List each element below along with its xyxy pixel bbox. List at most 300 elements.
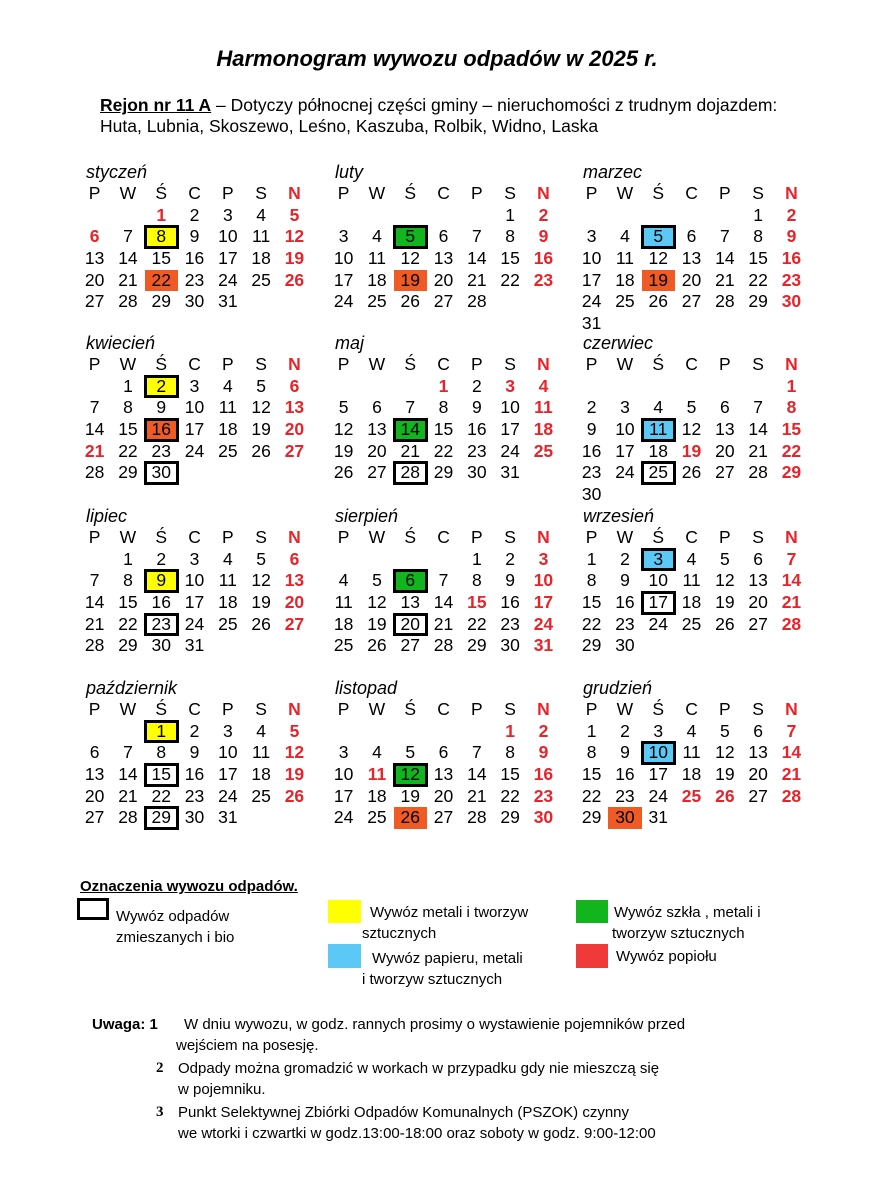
day-cell: 9	[471, 397, 482, 418]
day-cell: 27	[84, 807, 105, 828]
day-cell: 14	[467, 248, 487, 269]
day-cell: 2	[505, 548, 515, 569]
day-cell: 11	[642, 419, 675, 441]
day-cell: 20	[748, 592, 768, 613]
day-cell: 3	[505, 375, 515, 396]
day-cell: 6	[753, 548, 763, 569]
day-cell: 4	[620, 226, 630, 247]
day-cell: 25	[218, 440, 238, 461]
empty-cell	[78, 549, 111, 571]
day-cell: 11	[218, 570, 237, 591]
legend-swatch-mixed	[77, 898, 109, 920]
weekday-header: P	[221, 354, 234, 374]
month-name: sierpień	[335, 506, 399, 526]
empty-cell	[708, 205, 741, 227]
day-cell: 25	[642, 462, 675, 484]
day-cell: 24	[581, 291, 602, 312]
day-cell: 6	[89, 226, 100, 247]
weekday-header: N	[537, 354, 550, 374]
legend-title: Oznaczenia wywozu odpadów.	[80, 878, 298, 895]
day-cell: 1	[753, 204, 763, 225]
day-cell: 12	[367, 592, 387, 613]
weekday-header: P	[88, 699, 101, 719]
weekday-header: N	[288, 699, 301, 719]
day-cell: 3	[222, 204, 233, 225]
month-5	[327, 333, 563, 484]
weekday-header: N	[288, 527, 301, 547]
month-name: maj	[335, 333, 365, 353]
day-cell: 2	[189, 720, 200, 741]
day-cell: 25	[251, 269, 271, 290]
day-cell: 10	[333, 248, 354, 269]
day-cell: 16	[615, 764, 635, 785]
weekday-header: P	[221, 183, 234, 203]
day-cell: 17	[333, 785, 354, 806]
day-cell: 28	[433, 635, 454, 656]
month-grid	[327, 183, 563, 313]
day-cell: 4	[686, 548, 697, 569]
day-cell: 18	[648, 440, 668, 461]
empty-cell	[394, 205, 427, 227]
note-number: Uwaga: 1	[92, 1016, 158, 1033]
day-cell: 29	[781, 462, 802, 483]
notes	[92, 1014, 792, 1146]
day-cell: 5	[642, 226, 675, 248]
day-cell: 1	[505, 720, 515, 741]
weekday-header: S	[504, 354, 516, 374]
empty-cell	[111, 205, 144, 227]
day-cell: 28	[748, 462, 768, 483]
day-cell: 9	[189, 742, 200, 763]
day-cell: 21	[400, 440, 420, 461]
day-cell: 14	[118, 248, 138, 269]
month-grid	[327, 699, 563, 829]
day-cell: 31	[500, 462, 520, 483]
day-cell: 16	[615, 592, 635, 613]
empty-cell	[427, 721, 460, 743]
day-cell: 30	[500, 635, 520, 656]
day-cell: 25	[218, 613, 238, 634]
weekday-header: W	[368, 699, 386, 719]
day-cell: 16	[184, 764, 205, 785]
day-cell: 8	[145, 226, 178, 248]
day-cell: 24	[500, 440, 520, 461]
day-cell: 20	[367, 440, 387, 461]
day-cell: 24	[333, 291, 354, 312]
day-cell: 5	[256, 375, 266, 396]
day-cell: 29	[145, 807, 178, 829]
day-cell: 29	[748, 291, 768, 312]
day-cell: 22	[748, 269, 768, 290]
region-subtitle	[100, 95, 820, 137]
legend-label-ash: Wywóz popiołu	[616, 948, 717, 965]
month-12	[575, 678, 811, 829]
note-1: Uwaga: 1 W dniu wywozu, w godz. rannych prosimy o wystawienie pojemników przed wejściem na posesję.	[92, 1016, 686, 1054]
day-cell: 8	[471, 570, 482, 591]
day-cell: 19	[715, 764, 735, 785]
weekday-header: S	[752, 354, 764, 374]
day-cell: 17	[184, 592, 205, 613]
day-cell: 12	[284, 742, 305, 763]
day-cell: 21	[84, 440, 105, 461]
empty-cell	[427, 549, 460, 571]
legend-swatch-metal	[328, 900, 361, 923]
day-cell: 1	[786, 375, 797, 396]
day-cell: 18	[681, 764, 702, 785]
day-cell: 27	[400, 635, 420, 656]
day-cell: 2	[189, 204, 200, 225]
day-cell: 12	[251, 397, 271, 418]
day-cell: 31	[218, 807, 238, 828]
weekday-header: W	[119, 527, 137, 547]
day-cell: 5	[338, 397, 349, 418]
month-name: czerwiec	[583, 333, 654, 353]
legend-swatch-paper	[328, 944, 361, 968]
day-cell: 21	[781, 764, 802, 785]
day-cell: 22	[581, 785, 602, 806]
weekday-header: W	[616, 354, 634, 374]
weekday-header: S	[752, 527, 764, 547]
day-cell: 28	[781, 613, 802, 634]
empty-cell	[327, 376, 360, 398]
empty-cell	[327, 721, 360, 743]
day-cell: 26	[681, 462, 702, 483]
day-cell: 22	[581, 613, 602, 634]
weekday-header: C	[188, 527, 201, 547]
day-cell: 27	[681, 291, 702, 312]
month-11	[327, 678, 563, 829]
day-cell: 6	[438, 226, 449, 247]
day-cell: 17	[642, 592, 675, 614]
day-cell: 11	[334, 592, 353, 613]
day-cell: 10	[642, 742, 675, 764]
month-grid	[575, 354, 811, 506]
month-grid	[78, 354, 314, 484]
day-cell: 3	[653, 720, 664, 741]
day-cell: 14	[118, 764, 138, 785]
day-cell: 8	[505, 742, 515, 763]
day-cell: 11	[615, 248, 635, 269]
day-cell: 9	[505, 570, 515, 591]
day-cell: 5	[405, 742, 416, 763]
day-cell: 3	[222, 720, 233, 741]
day-cell: 7	[753, 397, 763, 418]
day-cell: 4	[538, 375, 549, 396]
day-cell: 24	[648, 613, 668, 634]
empty-cell	[360, 721, 393, 743]
day-cell: 6	[753, 720, 763, 741]
day-cell: 11	[252, 742, 271, 763]
note-number: 2	[156, 1060, 164, 1076]
day-cell: 4	[256, 720, 266, 741]
weekday-header: P	[221, 527, 234, 547]
day-cell: 20	[84, 269, 105, 290]
day-cell: 23	[467, 440, 487, 461]
day-cell: 16	[184, 248, 205, 269]
day-cell: 20	[284, 592, 305, 613]
day-cell: 26	[333, 462, 354, 483]
day-cell: 5	[686, 397, 697, 418]
day-cell: 8	[123, 570, 133, 591]
day-cell: 22	[467, 613, 487, 634]
day-cell: 22	[433, 440, 454, 461]
day-cell: 20	[681, 269, 702, 290]
weekday-header: S	[255, 527, 267, 547]
weekday-header: P	[718, 699, 731, 719]
day-cell: 6	[719, 397, 730, 418]
day-cell: 22	[500, 269, 520, 290]
day-cell: 18	[367, 785, 387, 806]
day-cell: 10	[648, 570, 668, 591]
day-cell: 31	[581, 313, 602, 334]
weekday-header: P	[470, 699, 483, 719]
day-cell: 6	[438, 742, 449, 763]
day-cell: 16	[151, 592, 171, 613]
day-cell: 7	[89, 397, 100, 418]
day-cell: 5	[394, 226, 427, 248]
note-2: 2 Odpady można gromadzić w workach w przypadku gdy nie mieszczą się w pojemniku.	[156, 1060, 660, 1098]
day-cell: 11	[252, 226, 271, 247]
day-cell: 10	[500, 397, 520, 418]
day-cell: 25	[333, 635, 354, 656]
day-cell: 16	[500, 592, 520, 613]
weekday-header: Ś	[652, 527, 665, 547]
day-cell: 21	[118, 269, 138, 290]
day-cell: 10	[218, 226, 238, 247]
day-cell: 24	[648, 785, 668, 806]
weekday-header: N	[288, 183, 301, 203]
day-cell: 15	[118, 419, 138, 440]
month-6	[575, 333, 811, 506]
day-cell: 4	[372, 226, 382, 247]
weekday-header: W	[119, 183, 137, 203]
weekday-header: N	[785, 183, 798, 203]
day-cell: 16	[781, 248, 802, 269]
day-cell: 14	[781, 570, 802, 591]
day-cell: 23	[500, 613, 520, 634]
empty-cell	[360, 549, 393, 571]
day-cell: 31	[533, 635, 554, 656]
day-cell: 11	[682, 742, 701, 763]
note-number: 3	[156, 1104, 164, 1120]
day-cell: 28	[118, 291, 138, 312]
day-cell: 15	[467, 592, 487, 613]
day-cell: 13	[284, 570, 305, 591]
day-cell: 12	[333, 419, 354, 440]
day-cell: 13	[748, 742, 768, 763]
day-cell: 21	[781, 592, 802, 613]
day-cell: 26	[715, 613, 735, 634]
day-cell: 23	[184, 785, 205, 806]
day-cell: 27	[715, 462, 735, 483]
day-cell: 4	[686, 720, 697, 741]
month-name: październik	[86, 678, 178, 698]
day-cell: 26	[251, 440, 271, 461]
day-cell: 31	[218, 291, 238, 312]
day-cell: 22	[151, 785, 171, 806]
day-cell: 4	[338, 570, 349, 591]
empty-cell	[741, 376, 774, 398]
day-cell: 29	[581, 807, 602, 828]
day-cell: 21	[118, 785, 138, 806]
day-cell: 30	[581, 484, 602, 505]
day-cell: 17	[615, 440, 635, 461]
weekday-header: P	[718, 354, 731, 374]
day-cell: 16	[581, 440, 602, 461]
day-cell: 27	[433, 807, 454, 828]
day-cell: 27	[433, 291, 454, 312]
day-cell: 20	[748, 764, 768, 785]
day-cell: 14	[467, 764, 487, 785]
day-cell: 4	[222, 375, 233, 396]
month-grid	[78, 527, 314, 657]
day-cell: 11	[218, 397, 237, 418]
day-cell: 13	[84, 248, 105, 269]
day-cell: 22	[500, 785, 520, 806]
day-cell: 13	[284, 397, 305, 418]
day-cell: 8	[156, 742, 167, 763]
day-cell: 12	[251, 570, 271, 591]
day-cell: 28	[84, 635, 105, 656]
day-cell: 24	[333, 807, 354, 828]
day-cell: 12	[648, 248, 668, 269]
day-cell: 12	[715, 742, 735, 763]
day-cell: 30	[184, 807, 205, 828]
day-cell: 5	[719, 548, 730, 569]
weekday-header: P	[337, 527, 350, 547]
empty-cell	[78, 721, 111, 743]
month-name: grudzień	[583, 678, 653, 698]
month-name: kwiecień	[86, 333, 156, 353]
day-cell: 2	[145, 376, 178, 398]
day-cell: 21	[467, 269, 487, 290]
day-cell: 24	[184, 613, 205, 634]
region-description: – Dotyczy północnej części gminy – nieruchomości z trudnym dojazdem: Huta, Lubnia, Skoszewo, Leśno, Kaszuba, Rolbik, Widno, Laska	[100, 95, 778, 136]
month-10	[78, 678, 314, 829]
day-cell: 25	[615, 291, 635, 312]
weekday-header: C	[188, 183, 201, 203]
day-cell: 27	[284, 613, 305, 634]
day-cell: 19	[642, 270, 675, 292]
weekday-header: Ś	[155, 183, 168, 203]
weekday-header: Ś	[155, 354, 168, 374]
day-cell: 18	[533, 419, 554, 440]
day-cell: 15	[145, 764, 178, 786]
weekday-header: Ś	[155, 527, 168, 547]
day-cell: 30	[145, 462, 178, 484]
day-cell: 1	[505, 204, 515, 225]
day-cell: 30	[608, 807, 641, 829]
day-cell: 10	[184, 397, 205, 418]
weekday-header: Ś	[652, 354, 665, 374]
weekday-header: P	[88, 183, 101, 203]
weekday-header: P	[88, 527, 101, 547]
day-cell: 27	[367, 462, 387, 483]
day-cell: 12	[715, 570, 735, 591]
day-cell: 7	[438, 570, 449, 591]
month-grid	[575, 699, 811, 829]
day-cell: 19	[681, 440, 702, 461]
day-cell: 13	[433, 248, 454, 269]
day-cell: 11	[682, 570, 701, 591]
day-cell: 26	[367, 635, 387, 656]
day-cell: 7	[89, 570, 100, 591]
day-cell: 26	[400, 291, 420, 312]
day-cell: 4	[256, 204, 266, 225]
empty-cell	[327, 205, 360, 227]
day-cell: 3	[338, 226, 349, 247]
day-cell: 23	[533, 785, 554, 806]
day-cell: 6	[372, 397, 382, 418]
day-cell: 12	[681, 419, 702, 440]
day-cell: 25	[681, 613, 702, 634]
day-cell: 3	[189, 375, 200, 396]
weekday-header: N	[537, 527, 550, 547]
day-cell: 9	[538, 226, 549, 247]
day-cell: 19	[367, 613, 387, 634]
day-cell: 7	[123, 226, 133, 247]
day-cell: 23	[615, 785, 635, 806]
day-cell: 26	[394, 807, 427, 829]
day-cell: 22	[118, 613, 138, 634]
day-cell: 8	[586, 742, 597, 763]
empty-cell	[460, 721, 493, 743]
day-cell: 12	[284, 226, 305, 247]
day-cell: 1	[145, 721, 178, 743]
day-cell: 20	[394, 614, 427, 636]
day-cell: 15	[781, 419, 802, 440]
day-cell: 21	[715, 269, 735, 290]
day-cell: 8	[438, 397, 449, 418]
day-cell: 12	[394, 764, 427, 786]
empty-cell	[608, 205, 641, 227]
day-cell: 4	[222, 548, 233, 569]
weekday-header: W	[616, 527, 634, 547]
empty-cell	[78, 376, 111, 398]
weekday-header: P	[337, 699, 350, 719]
day-cell: 29	[500, 807, 520, 828]
day-cell: 15	[433, 419, 454, 440]
day-cell: 18	[367, 269, 387, 290]
day-cell: 10	[581, 248, 602, 269]
day-cell: 21	[84, 613, 105, 634]
day-cell: 30	[781, 291, 802, 312]
day-cell: 18	[681, 592, 702, 613]
day-cell: 24	[533, 613, 554, 634]
weekday-header: S	[752, 699, 764, 719]
empty-cell	[642, 376, 675, 398]
day-cell: 27	[748, 785, 768, 806]
empty-cell	[575, 205, 608, 227]
day-cell: 2	[586, 397, 597, 418]
day-cell: 26	[715, 785, 735, 806]
weekday-header: C	[437, 527, 450, 547]
day-cell: 25	[251, 785, 271, 806]
day-cell: 7	[471, 742, 482, 763]
empty-cell	[642, 205, 675, 227]
page-title: Harmonogram wywozu odpadów w 2025 r.	[216, 46, 658, 71]
day-cell: 8	[753, 226, 763, 247]
day-cell: 9	[586, 419, 597, 440]
day-cell: 7	[786, 720, 797, 741]
day-cell: 9	[156, 397, 167, 418]
day-cell: 30	[184, 291, 205, 312]
day-cell: 5	[719, 720, 730, 741]
day-cell: 28	[394, 462, 427, 484]
weekday-header: P	[88, 354, 101, 374]
day-cell: 23	[581, 462, 602, 483]
day-cell: 5	[289, 720, 300, 741]
